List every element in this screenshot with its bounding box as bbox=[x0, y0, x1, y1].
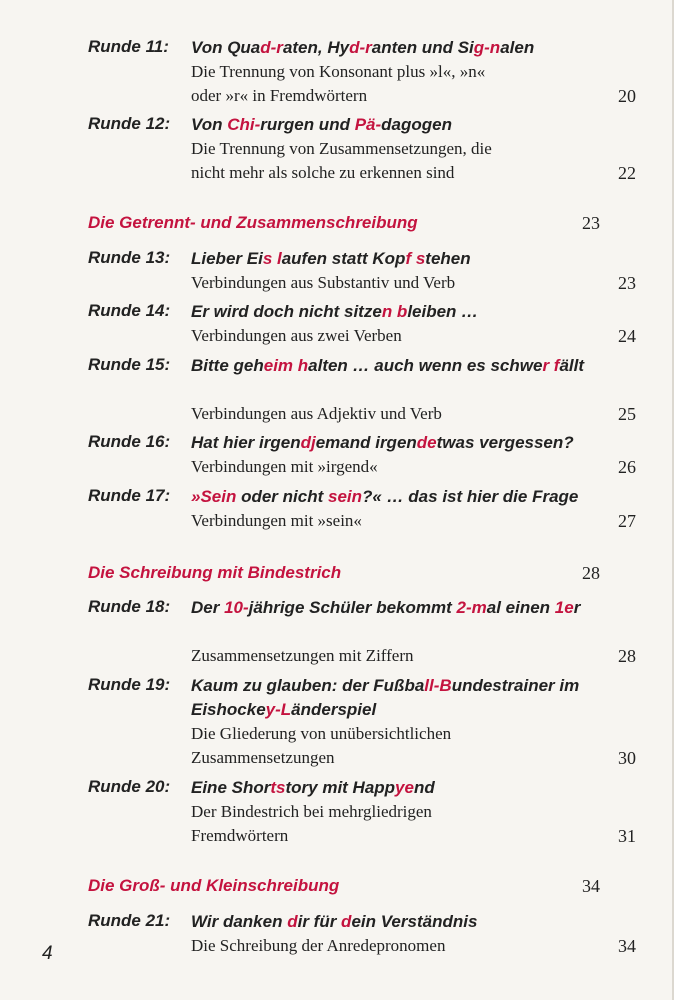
title-text: aten, Hy bbox=[282, 38, 350, 57]
title-text: anten und Si bbox=[371, 38, 474, 57]
entry-description: Die Trennung von Zusammensetzungen, die bbox=[191, 139, 492, 158]
title-text: aufen statt Kop bbox=[281, 249, 406, 268]
round-label: Runde 15: bbox=[88, 355, 171, 374]
title-text: Wir danken bbox=[191, 912, 288, 931]
entry-description: oder »r« in Fremdwörtern bbox=[191, 86, 368, 105]
entry-title bbox=[191, 354, 631, 378]
entry-description: Zusammensetzungen bbox=[191, 748, 335, 767]
entry-title bbox=[191, 485, 631, 509]
round-label: Runde 21: bbox=[88, 911, 171, 930]
entry-description: Verbindungen aus Adjektiv und Verb bbox=[191, 404, 442, 423]
title-text: Bitte geh bbox=[191, 356, 264, 375]
section-heading-title: Die Getrennt- und Zusammenschreibung bbox=[88, 213, 418, 232]
title-text: ein Verständnis bbox=[351, 912, 478, 931]
entry-description: Verbindungen mit »sein« bbox=[191, 511, 362, 530]
title-text: tehen bbox=[425, 249, 471, 268]
round-label: Runde 17: bbox=[88, 486, 171, 505]
entry-description: Verbindungen mit »irgend« bbox=[191, 457, 378, 476]
section-heading-title: Die Schreibung mit Bindestrich bbox=[88, 563, 342, 582]
title-text: tory mit Happ bbox=[285, 778, 396, 797]
highlighted-letters: dj bbox=[300, 433, 316, 452]
highlighted-letters: y-L bbox=[265, 700, 292, 719]
highlighted-letters: d-r bbox=[349, 38, 372, 57]
highlighted-letters: d bbox=[287, 912, 298, 931]
entry-title bbox=[191, 36, 631, 60]
title-text: Von Qua bbox=[191, 38, 261, 57]
section-heading-page: 28 bbox=[582, 563, 600, 583]
title-text: rurgen und bbox=[260, 115, 355, 134]
entry-description: Fremdwörtern bbox=[191, 826, 289, 845]
title-text: Hat hier irgen bbox=[191, 433, 301, 452]
entry-page-number: 31 bbox=[618, 826, 636, 846]
highlighted-letters: ye bbox=[395, 778, 414, 797]
round-label: Runde 16: bbox=[88, 432, 171, 451]
entry-page-number: 25 bbox=[618, 404, 636, 424]
round-label: Runde 13: bbox=[88, 248, 171, 267]
title-text: jährige Schüler bekommt bbox=[248, 598, 457, 617]
title-text: al einen bbox=[486, 598, 555, 617]
title-text: ?« … das ist hier die Frage bbox=[362, 487, 579, 506]
round-label: Runde 19: bbox=[88, 675, 171, 694]
title-text: emand irgen bbox=[315, 433, 417, 452]
highlighted-letters: n b bbox=[381, 302, 408, 321]
entry-title bbox=[191, 674, 631, 722]
title-text: ir für bbox=[297, 912, 342, 931]
section-heading-page: 34 bbox=[582, 876, 600, 896]
entry-page-number: 20 bbox=[618, 86, 636, 106]
entry-description: Der Bindestrich bei mehrgliedrigen bbox=[191, 802, 432, 821]
entry-title bbox=[191, 300, 631, 324]
title-text: Der bbox=[191, 598, 225, 617]
entry-page-number: 28 bbox=[618, 646, 636, 666]
highlighted-letters: Pä- bbox=[354, 115, 382, 134]
entry-description: Verbindungen aus Substantiv und Verb bbox=[191, 273, 456, 292]
round-label: Runde 18: bbox=[88, 597, 171, 616]
round-label: Runde 11: bbox=[88, 37, 169, 56]
highlighted-letters: sein bbox=[327, 487, 363, 506]
title-text: alen bbox=[500, 38, 535, 57]
entry-page-number: 27 bbox=[618, 511, 636, 531]
highlighted-letters: 1e bbox=[554, 598, 574, 617]
highlighted-letters: 2-m bbox=[456, 598, 487, 617]
entry-description: Die Gliederung von unübersichtlichen bbox=[191, 724, 452, 743]
title-text: Kaum zu glauben: der Fußba bbox=[191, 676, 425, 695]
round-label: Runde 12: bbox=[88, 114, 171, 133]
title-text: alten … auch wenn es schwe bbox=[308, 356, 543, 375]
entry-title bbox=[191, 113, 631, 137]
title-text: r bbox=[573, 598, 581, 617]
section-heading bbox=[88, 212, 638, 234]
entry-description: Die Schreibung der Anredepronomen bbox=[191, 936, 446, 955]
entry-page-number: 22 bbox=[618, 163, 636, 183]
entry-page-number: 34 bbox=[618, 936, 636, 956]
highlighted-letters: »Sein bbox=[191, 487, 237, 506]
highlighted-letters: 10- bbox=[224, 598, 249, 617]
section-heading bbox=[88, 875, 638, 897]
highlighted-letters: r f bbox=[542, 356, 560, 375]
entry-page-number: 23 bbox=[618, 273, 636, 293]
entry-title bbox=[191, 910, 631, 934]
entry-title bbox=[191, 247, 631, 271]
entry-page-number: 30 bbox=[618, 748, 636, 768]
highlighted-letters: eim h bbox=[263, 356, 309, 375]
entry-page-number: 26 bbox=[618, 457, 636, 477]
title-text: nd bbox=[413, 778, 435, 797]
highlighted-letters: g-n bbox=[473, 38, 501, 57]
highlighted-letters: de bbox=[416, 433, 437, 452]
section-heading bbox=[88, 562, 638, 584]
entry-description: Verbindungen aus zwei Verben bbox=[191, 326, 402, 345]
highlighted-letters: d bbox=[341, 912, 352, 931]
entry-description: Die Trennung von Konsonant plus »l«, »n« bbox=[191, 62, 486, 81]
title-text: undestrainer im Eishocke bbox=[191, 676, 580, 719]
highlighted-letters: s l bbox=[262, 249, 282, 268]
round-label: Runde 20: bbox=[88, 777, 171, 796]
title-text: änderspiel bbox=[291, 700, 377, 719]
title-text: Von bbox=[191, 115, 228, 134]
title-text: dagogen bbox=[381, 115, 453, 134]
page-number: 4 bbox=[42, 943, 53, 964]
title-text: Eine Shor bbox=[191, 778, 271, 797]
entry-title bbox=[191, 776, 631, 800]
title-text: Lieber Ei bbox=[191, 249, 263, 268]
highlighted-letters: ll-B bbox=[424, 676, 452, 695]
entry-description: Zusammensetzungen mit Ziffern bbox=[191, 646, 414, 665]
highlighted-letters: d-r bbox=[260, 38, 283, 57]
title-text: oder nicht bbox=[236, 487, 328, 506]
round-label: Runde 14: bbox=[88, 301, 171, 320]
entry-title bbox=[191, 596, 631, 620]
title-text: ällt bbox=[559, 356, 585, 375]
section-heading-title: Die Groß- und Kleinschreibung bbox=[88, 876, 340, 895]
entry-description: nicht mehr als solche zu erkennen sind bbox=[191, 163, 455, 182]
section-heading-page: 23 bbox=[582, 213, 600, 233]
title-text: Er wird doch nicht sitze bbox=[191, 302, 382, 321]
highlighted-letters: ts bbox=[270, 778, 286, 797]
entry-page-number: 24 bbox=[618, 326, 636, 346]
highlighted-letters: Chi- bbox=[227, 115, 261, 134]
title-text: twas vergessen? bbox=[436, 433, 574, 452]
title-text: leiben … bbox=[407, 302, 479, 321]
highlighted-letters: f s bbox=[405, 249, 426, 268]
entry-title bbox=[191, 431, 631, 455]
